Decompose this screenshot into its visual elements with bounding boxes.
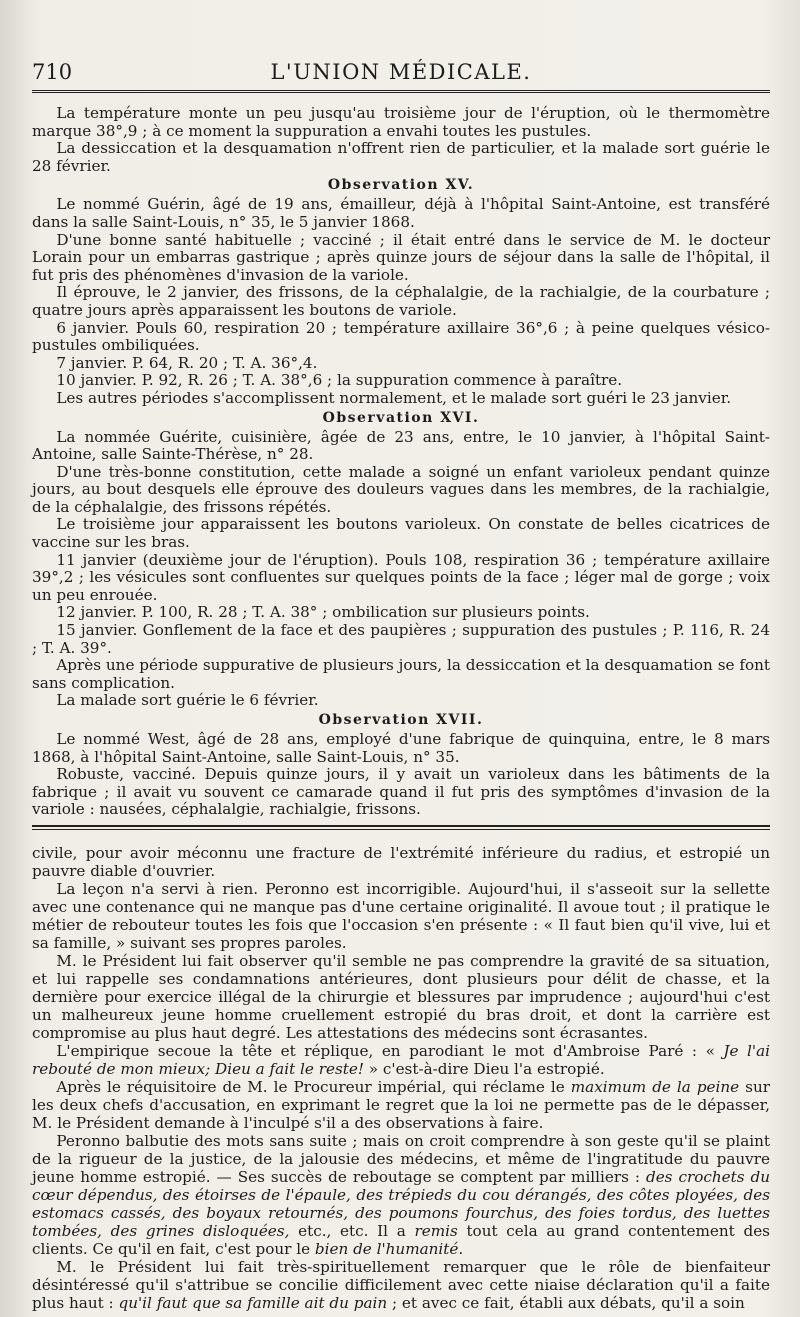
text-run: tout cela au grand contentement des clients. Ce qu'il en fait, c'est pour le: [32, 1221, 770, 1258]
paragraph: Robuste, vacciné. Depuis quinze jours, il y avait un varioleux dans les bâtiments de la fabrique ; il avait vu souvent ce camarade quand il fut pris des symptômes d'invasion de la variole : nausées, céphalalgie, rachialgie, frissons.: [32, 765, 770, 819]
paragraph: [32, 1078, 770, 1132]
italic-run: des crochets du cœur dépendus, des étoirses de l'épaule, des trépieds du cou dérangés, des côtes ployées, des estomacs cassés, des boyaux retournés, des poumons fourchus, des foies tordus, des luettes tombées, des grines disloquées,: [32, 1167, 770, 1240]
text-run: sur les deux chefs d'accusation, en exprimant le regret que la loi ne permette pas de le dépasser, M. le Président demande à l'inculpé s'il a des observations à faire.: [32, 1077, 771, 1132]
paragraph: Le nommé West, âgé de 28 ans, employé d'une fabrique de quinquina, entre, le 8 mars 1868, à l'hôpital Saint-Antoine, salle Saint-Louis, n° 35.: [32, 730, 770, 766]
italic-run: bien de l'humanité.: [314, 1239, 464, 1258]
paragraph: [32, 1132, 770, 1258]
observation-heading: Observation XV.: [327, 177, 475, 194]
paragraph: D'une très-bonne constitution, cette malade a soigné un enfant varioleux pendant quinze jours, au bout desquels elle éprouve des douleurs vagues dans les membres, de la rachialgie, de la céphalalgie, des frissons répétés.: [32, 462, 770, 516]
paragraph: M. le Président lui fait observer qu'il semble ne pas comprendre la gravité de sa situation, et lui rappelle ses condamnations antérieures, dont plusieurs pour délit de chasse, et la dernière pour exercice illégal de la chirurgie et blessures par imprudence ; aujourd'hui c'est un malheureux jeune homme cruellement estropié du bras droit, et dont la carrière est compromise au plus haut degré. Les attestations des médecins sont écrasantes.: [32, 951, 770, 1042]
observation-heading: Observation XVI.: [322, 409, 480, 426]
paragraph: La nommée Guérite, cuisinière, âgée de 23 ans, entre, le 10 janvier, à l'hôpital Saint-Antoine, salle Sainte-Thérèse, n° 28.: [32, 427, 770, 464]
page-number: 710: [32, 60, 73, 84]
paragraph: 7 janvier. P. 64, R. 20 ; T. A. 36°,4.: [56, 353, 318, 372]
section-top: [32, 105, 770, 819]
observation-heading: Observation XVII.: [318, 712, 484, 728]
text-run: M. le Président lui fait très-spirituellement remarquer que le rôle de bienfaiteur désintéressé qu'il s'attribue se concilie difficilement avec cette niaise déclaration qu'il a faite plus haut :: [32, 1257, 770, 1312]
section-feuilleton: [32, 844, 770, 1312]
text-run: » c'est-à-dire Dieu l'a estropié.: [363, 1059, 605, 1078]
paragraph: civile, pour avoir méconnu une fracture de l'extrémité inférieure du radius, et estropié un pauvre diable d'ouvrier.: [32, 843, 770, 880]
italic-run: qu'il faut que sa famille ait du pain: [118, 1293, 388, 1312]
paragraph: Le troisième jour apparaissent les boutons varioleux. On constate de belles cicatrices de vaccine sur les bras.: [32, 515, 770, 552]
italic-run: remis: [414, 1221, 458, 1240]
paragraph: La dessiccation et la desquamation n'offrent rien de particulier, et la malade sort guérie le 28 février.: [32, 139, 770, 175]
paragraph: Il éprouve, le 2 janvier, des frissons, de la céphalalgie, de la rachialgie, de la courbature ; quatre jours après apparaissent les boutons de variole.: [32, 283, 770, 319]
paragraph: Après une période suppurative de plusieurs jours, la dessiccation et la desquamation se font sans complication.: [32, 656, 770, 692]
paragraph: La malade sort guérie le 6 février.: [56, 691, 319, 710]
text-run: etc., etc. Il a: [289, 1221, 415, 1240]
italic-run: maximum de la peine: [570, 1077, 740, 1096]
text-run: ; et avec ce fait, établi aux débats, qu'il a soin: [387, 1293, 745, 1312]
section-divider: [32, 825, 770, 830]
text-run: Après le réquisitoire de M. le Procureur impérial, qui réclame le: [56, 1077, 571, 1096]
journal-title: L'UNION MÉDICALE.: [270, 60, 532, 84]
paragraph: [32, 1258, 770, 1312]
running-header: [32, 60, 770, 93]
paragraph: 15 janvier. Gonflement de la face et des paupières ; suppuration des pustules ; P. 116, R. 24 ; T. A. 39°.: [32, 621, 770, 657]
paragraph: 11 janvier (deuxième jour de l'éruption). Pouls 108, respiration 36 ; température axillaire 39°,2 ; les vésicules sont confluentes sur quelques points de la face ; léger mal de gorge ; voix un peu enrouée.: [32, 550, 770, 604]
paragraph: 6 janvier. Pouls 60, respiration 20 ; température axillaire 36°,6 ; à peine quelques vésico-pustules ombiliquées.: [32, 318, 770, 355]
italic-run: Je l'ai rebouté de mon mieux; Dieu a fait le reste!: [32, 1041, 770, 1078]
paragraph: Le nommé Guérin, âgé de 19 ans, émailleur, déjà à l'hôpital Saint-Antoine, est transféré dans la salle Saint-Louis, n° 35, le 5 janvier 1868.: [32, 195, 770, 231]
paragraph: [32, 1042, 770, 1078]
text-run: L'empirique secoue la tête et réplique, en parodiant le mot d'Ambroise Paré : «: [56, 1041, 724, 1060]
paragraph: La leçon n'a servi à rien. Peronno est incorrigible. Aujourd'hui, il s'asseoit sur la sellette avec une contenance qui ne manque pas d'une certaine originalité. Il avoue tout ; il pratique le métier de rebouteur toutes les fois que l'occasion s'en présente : « Il faut bien qu'il vive, lui et sa famille, » suivant ses propres paroles.: [32, 879, 770, 952]
text-run: Peronno balbutie des mots sans suite ; mais on croit comprendre à son geste qu'il se plaint de la rigueur de la justice, de la jalousie des médecins, et même de l'ingratitude du pauvre jeune homme estropié. — Ses succès de reboutage se comptent par milliers :: [32, 1131, 770, 1186]
paragraph: D'une bonne santé habituelle ; vacciné ; il était entré dans le service de M. le docteur Lorain pour un embarras gastrique ; après quinze jours de séjour dans la salle de l'hôpital, il fut pris des phénomènes d'invasion de la variole.: [32, 230, 770, 284]
paragraph: 12 janvier. P. 100, R. 28 ; T. A. 38° ; ombilication sur plusieurs points.: [56, 603, 590, 622]
paragraph: La température monte un peu jusqu'au troisième jour de l'éruption, où le thermomètre marque 38°,9 ; à ce moment la suppuration a envahi toutes les pustules.: [32, 104, 770, 140]
paragraph: Les autres périodes s'accomplissent normalement, et le malade sort guéri le 23 janvier.: [56, 388, 732, 407]
paragraph: 10 janvier. P. 92, R. 26 ; T. A. 38°,6 ; la suppuration commence à paraître.: [56, 371, 623, 390]
